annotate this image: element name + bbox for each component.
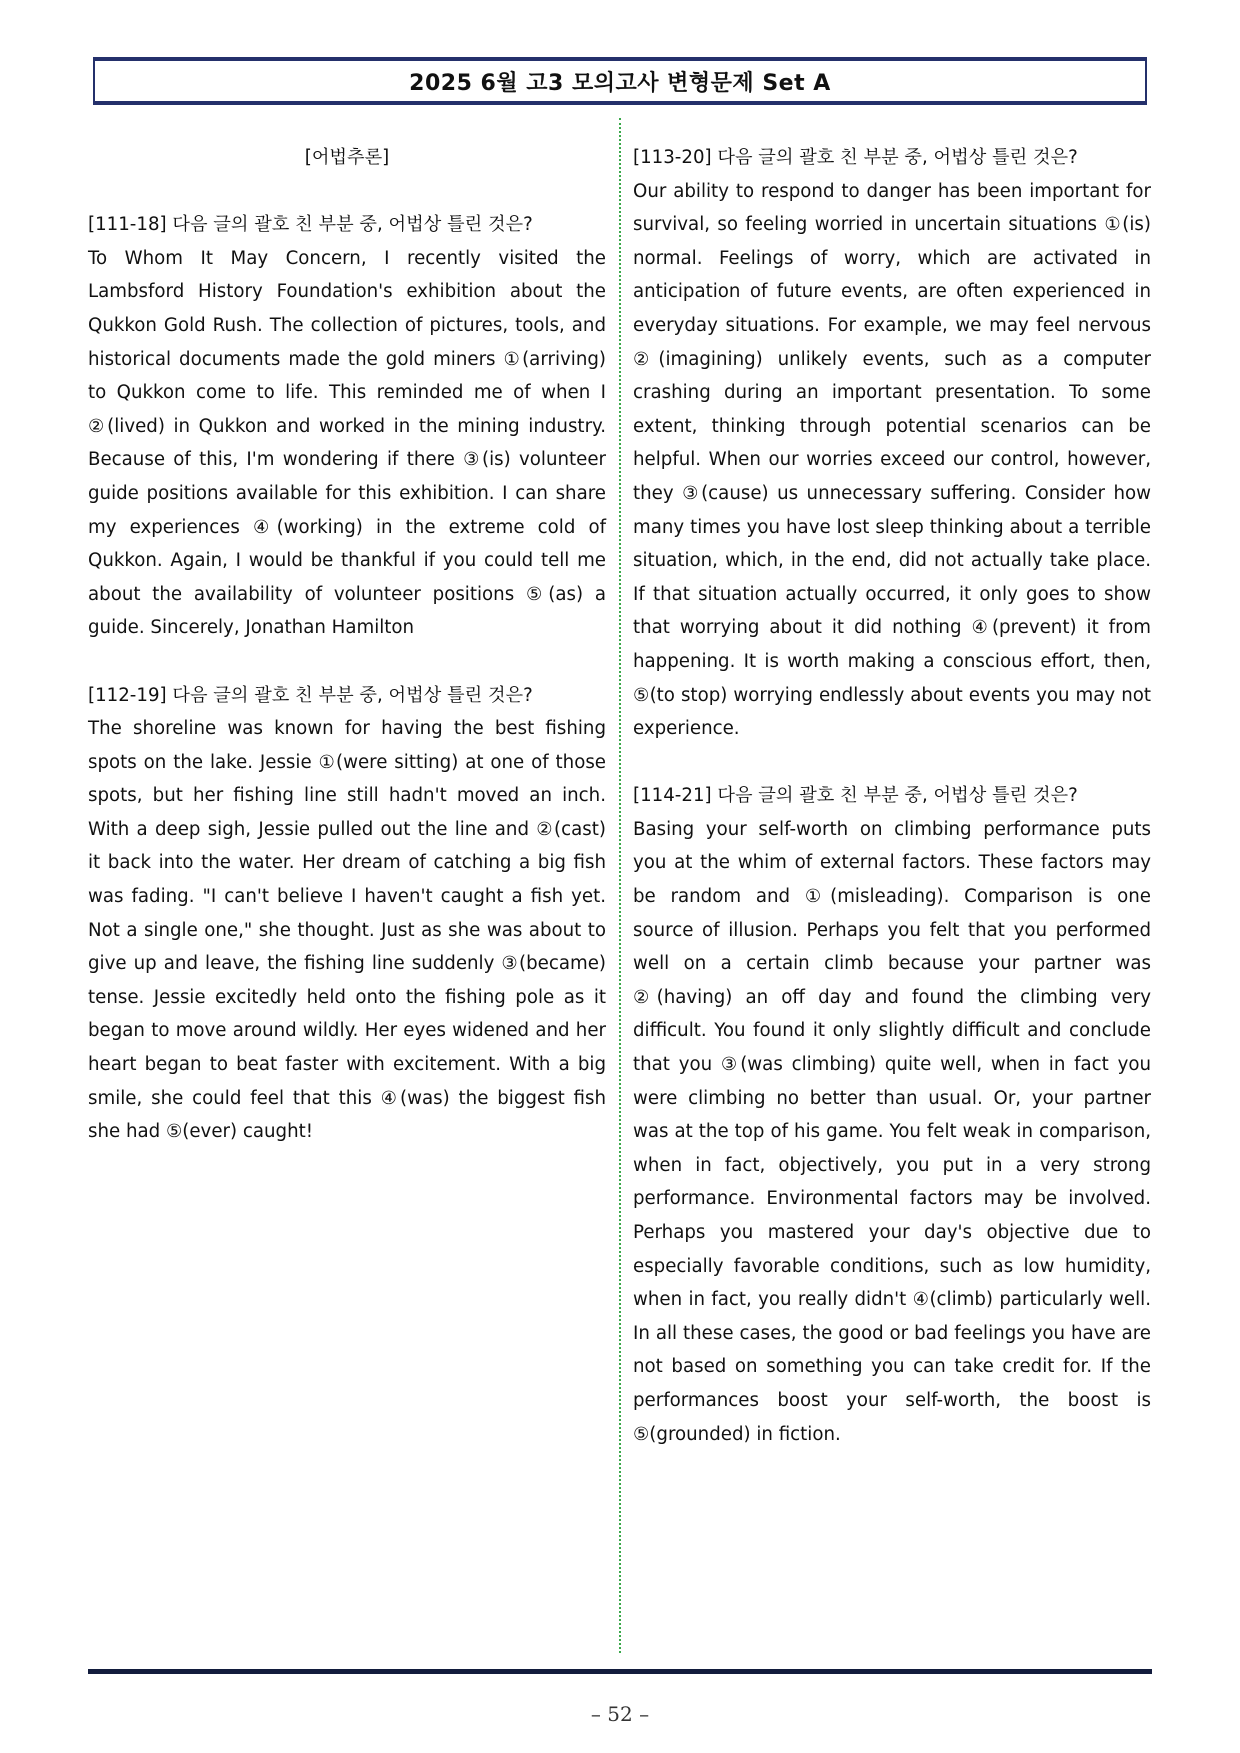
question-heading: [114-21] 다음 글의 괄호 친 부분 중, 어법상 틀린 것은? [633,785,1078,807]
question-passage: Our ability to respond to danger has been important for survival, so feeling worried in uncertain situations ①(is) normal. Feelings of worry, which are activated in anticipation of future events, are often experienced in everyday situations. For example, we may feel nervous ②(imagining) unlikely events, such as a computer crashing during an important presentation. To some extent, thinking through potential scenarios can be helpful. When our worries exceed our control, however, they ③(cause) us unnecessary suffering. Consider how many times you have lost sleep thinking about a terrible situation, which, in the end, did not actually take place. If that situation actually occurred, it only goes to show that worrying about it did nothing ④(prevent) it from happening. It is worth making a conscious effort, then, ⑤(to stop) worrying endlessly about events you may not experience. [633,180,1151,740]
question-passage: Basing your self-worth on climbing performance puts you at the whim of external factors. These factors may be random and ①(misleading). Comparison is one source of illusion. Perhaps you felt that you performed well on a certain climb because your partner was ②(having) an off day and found the climbing very difficult. You found it only slightly difficult and conclude that you ③(was climbing) quite well, when in fact you were climbing no better than usual. Or, your partner was at the top of his game. You felt weak in comparison, when in fact, objectively, you put in a very strong performance. Environmental factors may be involved. Perhaps you mastered your day's objective due to especially favorable conditions, such as low humidity, when in fact, you really didn't ④(climb) particularly well. In all these cases, the good or bad feelings you have are not based on something you can take credit for. If the performances boost your self-worth, the boost is ⑤(grounded) in fiction. [633,818,1151,1445]
question-passage: To Whom It May Concern, I recently visited the Lambsford History Foundation's exhibition about the Qukkon Gold Rush. The collection of pictures, tools, and historical documents made the gold miners ①(arriving) to Qukkon come to life. This reminded me of when I ②(lived) in Qukkon and worked in the mining industry. Because of this, I'm wondering if there ③(is) volunteer guide positions available for this exhibition. I can share my experiences ④(working) in the extreme cold of Qukkon. Again, I would be thankful if you could tell me about the availability of volunteer positions ⑤(as) a guide. Sincerely, Jonathan Hamilton [88,247,606,639]
page-title: 2025 6월 고3 모의고사 변형문제 Set A [409,70,831,96]
question-block [633,141,1151,746]
right-column [633,141,1151,1451]
question-heading: [111-18] 다음 글의 괄호 친 부분 중, 어법상 틀린 것은? [88,214,533,236]
question-passage: The shoreline was known for having the best fishing spots on the lake. Jessie ①(were sitting) at one of those spots, but her fishing line still hadn't moved an inch. With a deep sigh, Jessie pulled out the line and ②(cast) it back into the water. Her dream of catching a big fish was fading. "I can't believe I haven't caught a fish yet. Not a single one," she thought. Just as she was about to give up and leave, the fishing line suddenly ③(became) tense. Jessie excitedly held onto the fishing pole as it began to move around wildly. Her eyes widened and her heart began to beat faster with excitement. With a big smile, she could feel that this ④(was) the biggest fish she had ⑤(ever) caught! [88,718,606,1143]
footer-rule [88,1669,1152,1674]
question-block [633,779,1151,1451]
section-label: [어법추론] [304,147,390,168]
page-header [93,57,1147,105]
page-number: – 52 – [590,1702,650,1726]
question-heading: [112-19] 다음 글의 괄호 친 부분 중, 어법상 틀린 것은? [88,684,533,706]
left-column [88,141,606,1149]
column-divider [619,118,621,1653]
question-block [88,679,606,1149]
question-heading: [113-20] 다음 글의 괄호 친 부분 중, 어법상 틀린 것은? [633,147,1078,168]
question-block [88,208,606,645]
